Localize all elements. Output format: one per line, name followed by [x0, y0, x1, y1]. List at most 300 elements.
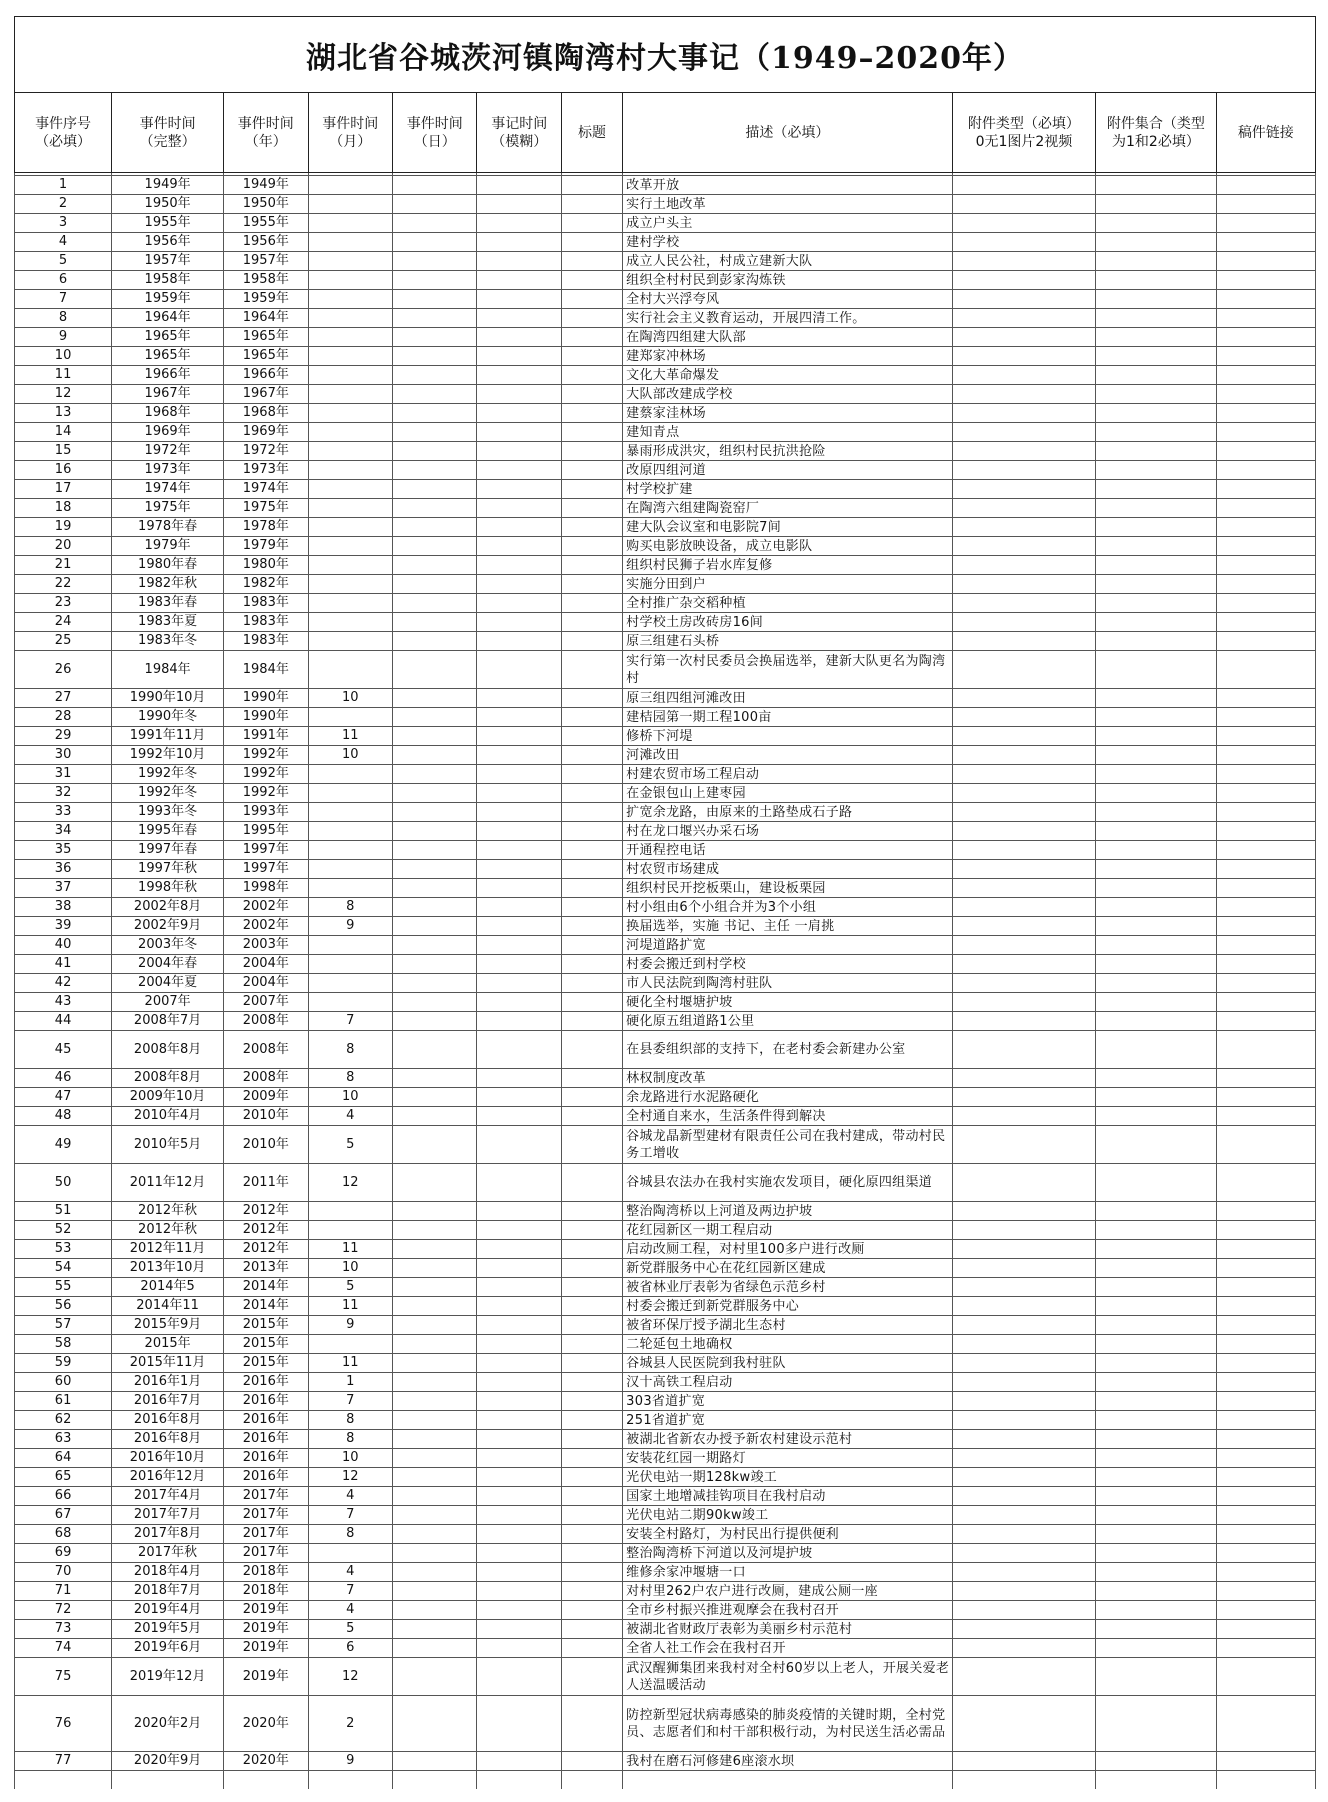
cell-full-time: 2015年9月 — [112, 1316, 224, 1335]
cell-fuzzy-time — [477, 1012, 561, 1031]
cell-full-time: 1997年秋 — [112, 860, 224, 879]
cell-title — [561, 233, 622, 252]
cell-link — [1216, 556, 1315, 575]
cell-month — [308, 879, 392, 898]
cell-seq: 54 — [15, 1259, 112, 1278]
cell-description: 成立户头主 — [623, 214, 952, 233]
cell-full-time: 1957年 — [112, 252, 224, 271]
cell-fuzzy-time — [477, 1392, 561, 1411]
cell-year: 2017年 — [224, 1544, 308, 1563]
cell-seq: 32 — [15, 784, 112, 803]
cell-title — [561, 290, 622, 309]
cell-title — [561, 176, 622, 195]
cell-fuzzy-time — [477, 613, 561, 632]
cell-month — [308, 822, 392, 841]
cell-full-time: 2015年11月 — [112, 1354, 224, 1373]
cell-day — [393, 1126, 477, 1164]
cell-fuzzy-time — [477, 442, 561, 461]
table-row — [15, 233, 1316, 252]
cell-attachment-set — [1096, 1430, 1216, 1449]
cell-title — [561, 404, 622, 423]
cell-seq: 7 — [15, 290, 112, 309]
cell-title — [561, 1069, 622, 1088]
cell-month: 10 — [308, 1088, 392, 1107]
table-row — [15, 917, 1316, 936]
cell-fuzzy-time — [477, 632, 561, 651]
cell-seq: 22 — [15, 575, 112, 594]
cell-year: 2007年 — [224, 993, 308, 1012]
cell-fuzzy-time — [477, 252, 561, 271]
cell-seq: 30 — [15, 746, 112, 765]
cell-description: 实行第一次村民委员会换届选举，建新大队更名为陶湾村 — [623, 651, 952, 689]
cell-fuzzy-time — [477, 784, 561, 803]
cell-attachment-type — [952, 1126, 1096, 1164]
cell-title — [561, 499, 622, 518]
table-row — [15, 898, 1316, 917]
cell-full-time: 1980年春 — [112, 556, 224, 575]
cell-link — [1216, 404, 1315, 423]
cell-description: 实行社会主义教育运动，开展四清工作。 — [623, 309, 952, 328]
cell-fuzzy-time — [477, 461, 561, 480]
cell-attachment-type — [952, 1696, 1096, 1752]
cell-attachment-type — [952, 1164, 1096, 1202]
cell-seq: 10 — [15, 347, 112, 366]
cell-attachment-type — [952, 765, 1096, 784]
cell-full-time: 2016年8月 — [112, 1411, 224, 1430]
cell-attachment-type — [952, 1259, 1096, 1278]
cell-link — [1216, 1278, 1315, 1297]
cell-month: 10 — [308, 1259, 392, 1278]
cell-title — [561, 347, 622, 366]
cell-title — [561, 1202, 622, 1221]
cell-day — [393, 1259, 477, 1278]
table-row — [15, 1202, 1316, 1221]
cell-seq: 3 — [15, 214, 112, 233]
cell-day — [393, 1506, 477, 1525]
cell-seq: 55 — [15, 1278, 112, 1297]
cell-link — [1216, 993, 1315, 1012]
cell-day — [393, 632, 477, 651]
cell-attachment-type — [952, 1658, 1096, 1696]
cell-seq: 8 — [15, 309, 112, 328]
cell-full-time: 1973年 — [112, 461, 224, 480]
empty-cell — [15, 1771, 112, 1790]
cell-year: 1992年 — [224, 746, 308, 765]
cell-seq: 47 — [15, 1088, 112, 1107]
cell-description: 光伏电站一期128kw竣工 — [623, 1468, 952, 1487]
cell-seq: 69 — [15, 1544, 112, 1563]
cell-description: 汉十高铁工程启动 — [623, 1373, 952, 1392]
cell-seq: 72 — [15, 1601, 112, 1620]
cell-day — [393, 1373, 477, 1392]
cell-link — [1216, 1487, 1315, 1506]
cell-description: 安装花红园一期路灯 — [623, 1449, 952, 1468]
cell-fuzzy-time — [477, 309, 561, 328]
table-row — [15, 1354, 1316, 1373]
cell-day — [393, 442, 477, 461]
cell-full-time: 2020年2月 — [112, 1696, 224, 1752]
cell-description: 全省人社工作会在我村召开 — [623, 1639, 952, 1658]
cell-fuzzy-time — [477, 594, 561, 613]
cell-fuzzy-time — [477, 1525, 561, 1544]
cell-full-time: 1966年 — [112, 366, 224, 385]
cell-link — [1216, 1392, 1315, 1411]
table-row — [15, 290, 1316, 309]
cell-attachment-type — [952, 822, 1096, 841]
empty-row — [15, 1771, 1316, 1790]
cell-full-time: 2002年9月 — [112, 917, 224, 936]
cell-description: 成立人民公社，村成立建新大队 — [623, 252, 952, 271]
cell-link — [1216, 366, 1315, 385]
cell-fuzzy-time — [477, 898, 561, 917]
cell-fuzzy-time — [477, 860, 561, 879]
spreadsheet — [14, 16, 1316, 1789]
cell-day — [393, 1297, 477, 1316]
cell-seq: 25 — [15, 632, 112, 651]
cell-attachment-set — [1096, 233, 1216, 252]
cell-seq: 5 — [15, 252, 112, 271]
table-row — [15, 499, 1316, 518]
cell-link — [1216, 290, 1315, 309]
table-row — [15, 1449, 1316, 1468]
cell-attachment-type — [952, 917, 1096, 936]
cell-attachment-type — [952, 271, 1096, 290]
cell-year: 1982年 — [224, 575, 308, 594]
cell-title — [561, 1392, 622, 1411]
cell-attachment-set — [1096, 1012, 1216, 1031]
cell-attachment-set — [1096, 442, 1216, 461]
table-row — [15, 1088, 1316, 1107]
cell-fuzzy-time — [477, 1430, 561, 1449]
table-row — [15, 879, 1316, 898]
cell-title — [561, 575, 622, 594]
cell-attachment-type — [952, 499, 1096, 518]
cell-description: 组织村民开挖板栗山，建设板栗园 — [623, 879, 952, 898]
cell-description: 购买电影放映设备，成立电影队 — [623, 537, 952, 556]
cell-title — [561, 480, 622, 499]
cell-year: 1949年 — [224, 176, 308, 195]
cell-full-time: 2016年10月 — [112, 1449, 224, 1468]
cell-link — [1216, 1316, 1315, 1335]
cell-description: 防控新型冠状病毒感染的肺炎疫情的关键时期，全村党员、志愿者们和村干部积极行动，为村民送生活必需品 — [623, 1696, 952, 1752]
cell-year: 2014年 — [224, 1297, 308, 1316]
cell-attachment-set — [1096, 252, 1216, 271]
cell-fuzzy-time — [477, 499, 561, 518]
cell-year: 2020年 — [224, 1752, 308, 1771]
cell-full-time: 2014年5 — [112, 1278, 224, 1297]
cell-description: 全市乡村振兴推进观摩会在我村召开 — [623, 1601, 952, 1620]
cell-attachment-type — [952, 309, 1096, 328]
cell-year: 2012年 — [224, 1240, 308, 1259]
cell-day — [393, 1240, 477, 1259]
cell-attachment-set — [1096, 632, 1216, 651]
cell-title — [561, 765, 622, 784]
table-row — [15, 1506, 1316, 1525]
cell-year: 2010年 — [224, 1107, 308, 1126]
table-row — [15, 556, 1316, 575]
cell-seq: 4 — [15, 233, 112, 252]
cell-seq: 34 — [15, 822, 112, 841]
cell-full-time: 2013年10月 — [112, 1259, 224, 1278]
cell-month: 12 — [308, 1468, 392, 1487]
cell-title — [561, 841, 622, 860]
table-row — [15, 271, 1316, 290]
cell-attachment-set — [1096, 1411, 1216, 1430]
cell-description: 安装全村路灯，为村民出行提供便利 — [623, 1525, 952, 1544]
table-row — [15, 1430, 1316, 1449]
cell-attachment-set — [1096, 195, 1216, 214]
page-title: 湖北省谷城茨河镇陶湾村大事记（1949–2020年） — [14, 16, 1316, 92]
table-row — [15, 708, 1316, 727]
cell-link — [1216, 765, 1315, 784]
cell-link — [1216, 1126, 1315, 1164]
cell-full-time: 1958年 — [112, 271, 224, 290]
cell-seq: 67 — [15, 1506, 112, 1525]
table-row — [15, 1752, 1316, 1771]
cell-full-time: 1990年冬 — [112, 708, 224, 727]
cell-link — [1216, 1525, 1315, 1544]
cell-description: 武汉醒狮集团来我村对全村60岁以上老人，开展关爱老人送温暖活动 — [623, 1658, 952, 1696]
cell-link — [1216, 803, 1315, 822]
cell-full-time: 2008年7月 — [112, 1012, 224, 1031]
table-row — [15, 1259, 1316, 1278]
cell-title — [561, 1240, 622, 1259]
cell-attachment-set — [1096, 803, 1216, 822]
cell-attachment-set — [1096, 1335, 1216, 1354]
table-row — [15, 803, 1316, 822]
cell-link — [1216, 1430, 1315, 1449]
cell-title — [561, 1031, 622, 1069]
cell-fuzzy-time — [477, 1126, 561, 1164]
cell-fuzzy-time — [477, 1354, 561, 1373]
cell-month: 11 — [308, 727, 392, 746]
cell-link — [1216, 1031, 1315, 1069]
cell-day — [393, 917, 477, 936]
cell-seq: 41 — [15, 955, 112, 974]
cell-full-time: 1955年 — [112, 214, 224, 233]
cell-full-time: 1978年春 — [112, 518, 224, 537]
cell-month: 11 — [308, 1354, 392, 1373]
cell-attachment-type — [952, 1620, 1096, 1639]
cell-description: 新党群服务中心在花红园新区建成 — [623, 1259, 952, 1278]
cell-fuzzy-time — [477, 765, 561, 784]
table-row — [15, 727, 1316, 746]
cell-title — [561, 1316, 622, 1335]
cell-fuzzy-time — [477, 822, 561, 841]
cell-full-time: 1956年 — [112, 233, 224, 252]
cell-fuzzy-time — [477, 404, 561, 423]
cell-title — [561, 214, 622, 233]
cell-fuzzy-time — [477, 575, 561, 594]
cell-month — [308, 499, 392, 518]
cell-fuzzy-time — [477, 936, 561, 955]
cell-attachment-set — [1096, 423, 1216, 442]
cell-title — [561, 195, 622, 214]
cell-attachment-set — [1096, 708, 1216, 727]
cell-attachment-type — [952, 1411, 1096, 1430]
cell-description: 被湖北省财政厅表彰为美丽乡村示范村 — [623, 1620, 952, 1639]
cell-day — [393, 556, 477, 575]
cell-description: 暴雨形成洪灾，组织村民抗洪抢险 — [623, 442, 952, 461]
cell-link — [1216, 1259, 1315, 1278]
cell-year: 1997年 — [224, 841, 308, 860]
cell-day — [393, 1696, 477, 1752]
cell-title — [561, 309, 622, 328]
cell-month — [308, 841, 392, 860]
cell-full-time: 2017年4月 — [112, 1487, 224, 1506]
cell-fuzzy-time — [477, 366, 561, 385]
cell-description: 原三组建石头桥 — [623, 632, 952, 651]
cell-day — [393, 1278, 477, 1297]
table-row — [15, 195, 1316, 214]
cell-year: 1959年 — [224, 290, 308, 309]
cell-full-time: 1991年11月 — [112, 727, 224, 746]
cell-year: 2004年 — [224, 955, 308, 974]
cell-day — [393, 1544, 477, 1563]
table-row — [15, 423, 1316, 442]
cell-description: 实施分田到户 — [623, 575, 952, 594]
cell-day — [393, 404, 477, 423]
table-row — [15, 1544, 1316, 1563]
cell-full-time: 2010年4月 — [112, 1107, 224, 1126]
table-row — [15, 822, 1316, 841]
cell-link — [1216, 879, 1315, 898]
cell-link — [1216, 1544, 1315, 1563]
cell-full-time: 2003年冬 — [112, 936, 224, 955]
cell-day — [393, 898, 477, 917]
cell-link — [1216, 632, 1315, 651]
cell-attachment-set — [1096, 1240, 1216, 1259]
cell-day — [393, 233, 477, 252]
cell-attachment-set — [1096, 917, 1216, 936]
cell-day — [393, 1430, 477, 1449]
cell-link — [1216, 651, 1315, 689]
cell-fuzzy-time — [477, 746, 561, 765]
cell-attachment-set — [1096, 328, 1216, 347]
table-row — [15, 1164, 1316, 1202]
cell-day — [393, 1107, 477, 1126]
header-row — [15, 93, 1316, 173]
cell-link — [1216, 898, 1315, 917]
cell-fuzzy-time — [477, 1563, 561, 1582]
cell-description: 谷城县农法办在我村实施农发项目，硬化原四组渠道 — [623, 1164, 952, 1202]
cell-year: 1968年 — [224, 404, 308, 423]
cell-full-time: 1950年 — [112, 195, 224, 214]
cell-month: 9 — [308, 1752, 392, 1771]
cell-attachment-set — [1096, 271, 1216, 290]
table-row — [15, 1620, 1316, 1639]
cell-month — [308, 1335, 392, 1354]
cell-title — [561, 1259, 622, 1278]
cell-day — [393, 252, 477, 271]
cell-day — [393, 955, 477, 974]
cell-title — [561, 271, 622, 290]
cell-day — [393, 423, 477, 442]
cell-description: 改革开放 — [623, 176, 952, 195]
table-row — [15, 385, 1316, 404]
cell-attachment-type — [952, 746, 1096, 765]
cell-year: 1984年 — [224, 651, 308, 689]
cell-month — [308, 214, 392, 233]
cell-fuzzy-time — [477, 1202, 561, 1221]
cell-seq: 16 — [15, 461, 112, 480]
column-header: 事记时间 （模糊） — [477, 93, 561, 173]
cell-attachment-type — [952, 632, 1096, 651]
cell-attachment-type — [952, 1468, 1096, 1487]
cell-attachment-type — [952, 803, 1096, 822]
cell-month — [308, 290, 392, 309]
cell-month: 1 — [308, 1373, 392, 1392]
table-row — [15, 1126, 1316, 1164]
cell-month — [308, 252, 392, 271]
cell-attachment-set — [1096, 1221, 1216, 1240]
cell-month: 12 — [308, 1658, 392, 1696]
cell-attachment-set — [1096, 689, 1216, 708]
cell-attachment-set — [1096, 898, 1216, 917]
cell-title — [561, 898, 622, 917]
table-row — [15, 461, 1316, 480]
cell-description: 启动改厕工程，对村里100多户进行改厕 — [623, 1240, 952, 1259]
column-header: 描述（必填） — [623, 93, 952, 173]
cell-full-time: 2016年8月 — [112, 1430, 224, 1449]
cell-day — [393, 1221, 477, 1240]
cell-full-time: 2007年 — [112, 993, 224, 1012]
cell-year: 2016年 — [224, 1430, 308, 1449]
cell-year: 2008年 — [224, 1031, 308, 1069]
cell-full-time: 2019年5月 — [112, 1620, 224, 1639]
cell-link — [1216, 1506, 1315, 1525]
cell-attachment-type — [952, 1449, 1096, 1468]
table-row — [15, 1069, 1316, 1088]
cell-attachment-type — [952, 366, 1096, 385]
cell-month: 11 — [308, 1240, 392, 1259]
cell-description: 河滩改田 — [623, 746, 952, 765]
cell-fuzzy-time — [477, 1752, 561, 1771]
cell-year: 1965年 — [224, 328, 308, 347]
cell-month — [308, 860, 392, 879]
table-row — [15, 1107, 1316, 1126]
cell-title — [561, 689, 622, 708]
cell-month: 5 — [308, 1126, 392, 1164]
cell-seq: 68 — [15, 1525, 112, 1544]
cell-day — [393, 575, 477, 594]
table-row — [15, 537, 1316, 556]
cell-month — [308, 1221, 392, 1240]
cell-title — [561, 1487, 622, 1506]
cell-year: 1992年 — [224, 784, 308, 803]
cell-fuzzy-time — [477, 955, 561, 974]
cell-link — [1216, 974, 1315, 993]
cell-year: 1950年 — [224, 195, 308, 214]
cell-month — [308, 936, 392, 955]
cell-attachment-set — [1096, 1107, 1216, 1126]
cell-month — [308, 366, 392, 385]
cell-year: 1956年 — [224, 233, 308, 252]
cell-full-time: 1992年冬 — [112, 765, 224, 784]
cell-title — [561, 1126, 622, 1164]
cell-link — [1216, 708, 1315, 727]
cell-day — [393, 708, 477, 727]
cell-link — [1216, 328, 1315, 347]
cell-day — [393, 1752, 477, 1771]
cell-seq: 45 — [15, 1031, 112, 1069]
cell-month — [308, 271, 392, 290]
cell-description: 实行土地改革 — [623, 195, 952, 214]
cell-attachment-type — [952, 1752, 1096, 1771]
cell-fuzzy-time — [477, 1620, 561, 1639]
cell-description: 村学校土房改砖房16间 — [623, 613, 952, 632]
cell-attachment-type — [952, 480, 1096, 499]
